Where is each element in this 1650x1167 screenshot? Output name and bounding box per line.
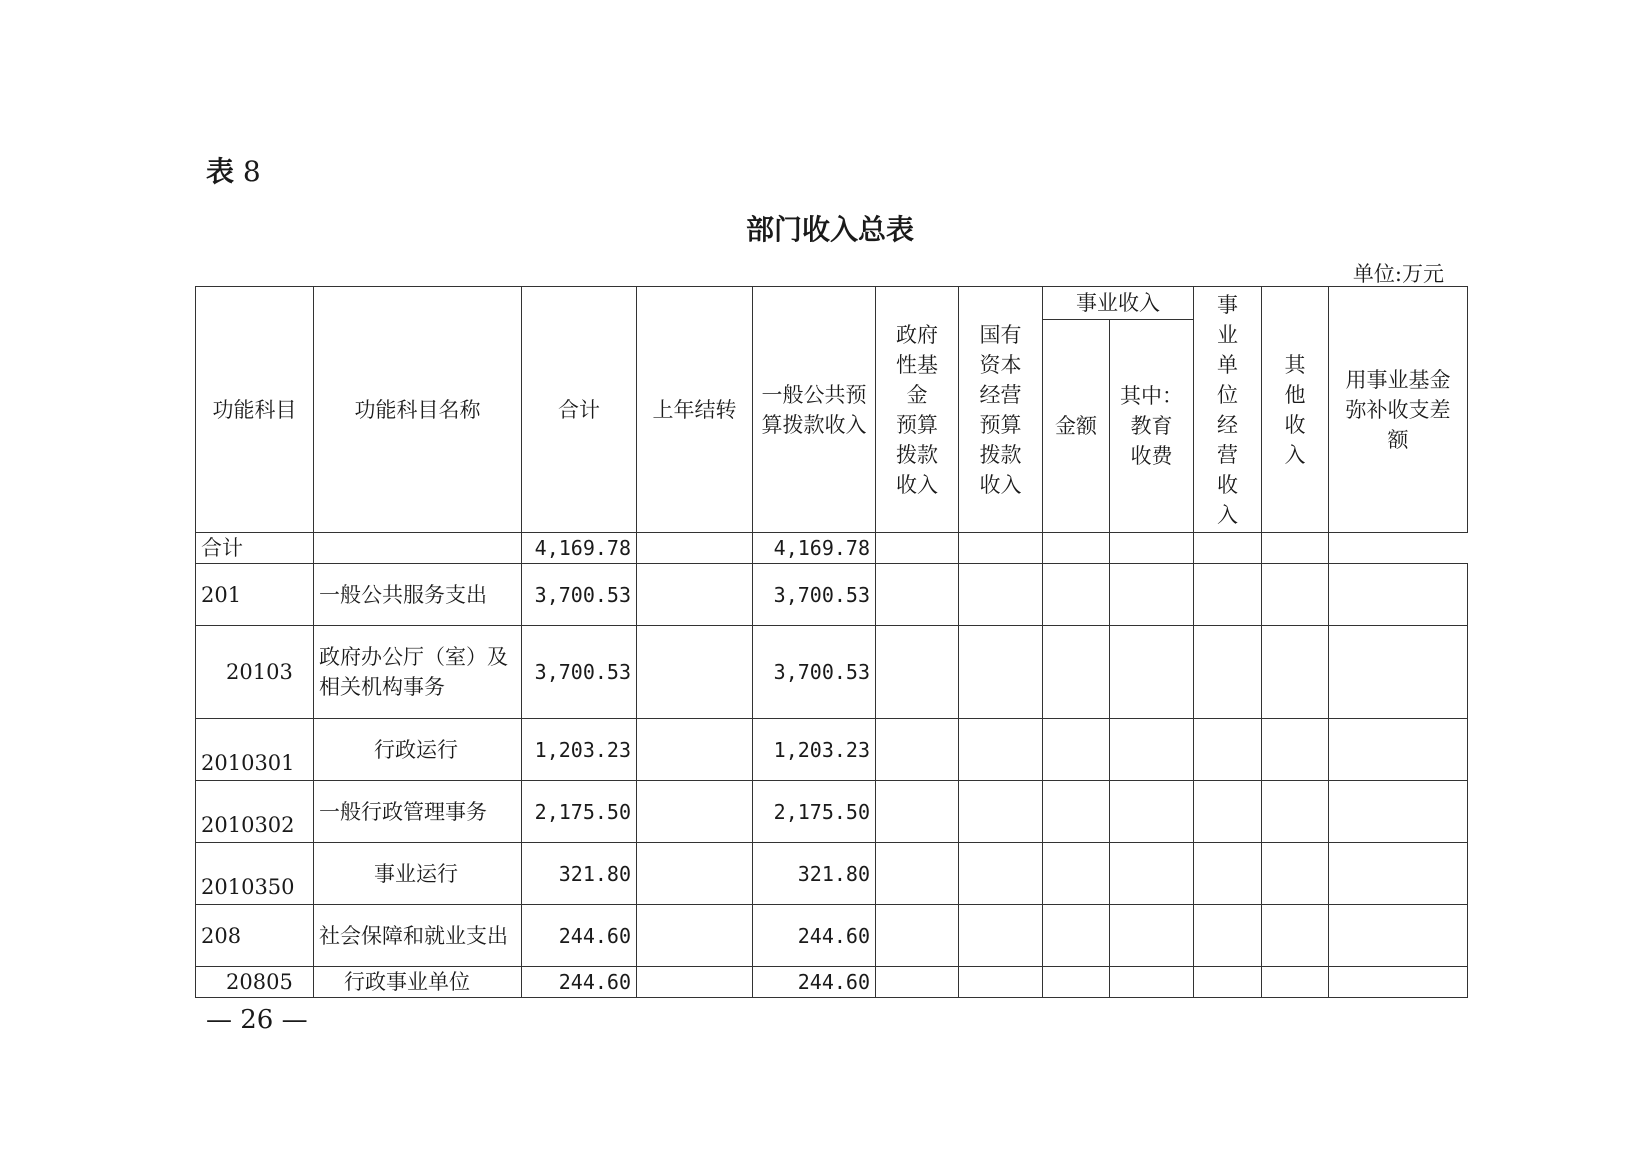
row-general: 244.60 — [753, 905, 876, 967]
income-table — [195, 286, 1468, 998]
empty-cell — [876, 905, 959, 967]
empty-cell — [1329, 843, 1468, 905]
page-number: — 26 — — [206, 1005, 308, 1035]
row-carryover — [637, 905, 753, 967]
empty-cell — [1194, 843, 1262, 905]
empty-cell — [1043, 781, 1110, 843]
header-fund-cover: 用事业基金 弥补收支差 额 — [1329, 287, 1468, 533]
empty-cell — [1262, 905, 1329, 967]
row-name: 一般公共服务支出 — [314, 564, 522, 626]
header-other: 其 他 收 入 — [1262, 287, 1329, 533]
row-code: 20805 — [196, 967, 314, 998]
empty-cell — [1110, 967, 1194, 998]
row-name: 一般行政管理事务 — [314, 781, 522, 843]
empty-cell — [1110, 533, 1194, 564]
row-total: 2,175.50 — [522, 781, 637, 843]
row-name: 行政运行 — [314, 719, 522, 781]
table-label — [206, 150, 261, 190]
row-name: 政府办公厅（室）及相关机构事务 — [314, 626, 522, 719]
empty-cell — [959, 564, 1043, 626]
empty-cell — [1262, 967, 1329, 998]
empty-cell — [1043, 533, 1110, 564]
empty-cell — [1110, 905, 1194, 967]
empty-cell — [1329, 905, 1468, 967]
row-carryover — [637, 843, 753, 905]
empty-cell — [1043, 626, 1110, 719]
empty-cell — [959, 905, 1043, 967]
header-business-income: 事业收入 — [1043, 287, 1194, 320]
empty-cell — [1110, 626, 1194, 719]
row-code: 合计 — [196, 533, 314, 564]
empty-cell — [1194, 905, 1262, 967]
empty-cell — [1329, 626, 1468, 719]
header-business-amount: 金额 — [1043, 320, 1110, 533]
row-name: 行政事业单位 — [314, 967, 522, 998]
empty-cell — [1110, 843, 1194, 905]
row-total: 244.60 — [522, 967, 637, 998]
table-row — [196, 905, 1468, 967]
row-general: 4,169.78 — [753, 533, 876, 564]
row-total: 321.80 — [522, 843, 637, 905]
table-row — [196, 967, 1468, 998]
row-carryover — [637, 781, 753, 843]
table-row — [196, 564, 1468, 626]
empty-cell — [959, 626, 1043, 719]
row-code: 201 — [196, 564, 314, 626]
page-title: 部门收入总表 — [745, 213, 914, 246]
header-carryover: 上年结转 — [637, 287, 753, 533]
header-unit-operating: 事 业 单 位 经 营 收 入 — [1194, 287, 1262, 533]
empty-cell — [1194, 967, 1262, 998]
table-row — [196, 533, 1468, 564]
table-label-prefix: 表 — [206, 155, 235, 188]
empty-cell — [1329, 781, 1468, 843]
row-carryover — [637, 626, 753, 719]
header-general-budget: 一般公共预 算拨款收入 — [753, 287, 876, 533]
row-general: 321.80 — [753, 843, 876, 905]
empty-cell — [959, 967, 1043, 998]
empty-cell — [876, 781, 959, 843]
empty-cell — [876, 564, 959, 626]
table-row — [196, 719, 1468, 781]
row-code: 20103 — [196, 626, 314, 719]
empty-cell — [959, 533, 1043, 564]
header-total: 合计 — [522, 287, 637, 533]
row-general: 1,203.23 — [753, 719, 876, 781]
row-general: 3,700.53 — [753, 564, 876, 626]
header-gov-fund: 政府 性基 金 预算 拨款 收入 — [876, 287, 959, 533]
header-name: 功能科目名称 — [314, 287, 522, 533]
row-carryover — [637, 564, 753, 626]
empty-cell — [1110, 719, 1194, 781]
empty-cell — [876, 843, 959, 905]
row-carryover — [637, 719, 753, 781]
row-code: 2010301 — [196, 719, 314, 781]
empty-cell — [1110, 781, 1194, 843]
row-carryover — [637, 533, 753, 564]
empty-cell — [1194, 533, 1262, 564]
header-code: 功能科目 — [196, 287, 314, 533]
empty-cell — [876, 967, 959, 998]
row-general: 3,700.53 — [753, 626, 876, 719]
row-name — [314, 533, 522, 564]
empty-cell — [1262, 843, 1329, 905]
empty-cell — [1262, 626, 1329, 719]
header-state-capital: 国有 资本 经营 预算 拨款 收入 — [959, 287, 1043, 533]
empty-cell — [1194, 626, 1262, 719]
row-total: 244.60 — [522, 905, 637, 967]
row-name: 事业运行 — [314, 843, 522, 905]
empty-cell — [1329, 719, 1468, 781]
empty-cell — [1043, 719, 1110, 781]
row-code: 2010350 — [196, 843, 314, 905]
table-row — [196, 626, 1468, 719]
empty-cell — [959, 781, 1043, 843]
table-row — [196, 781, 1468, 843]
empty-cell — [1262, 564, 1329, 626]
empty-cell — [1043, 564, 1110, 626]
table-row — [196, 843, 1468, 905]
row-name: 社会保障和就业支出 — [314, 905, 522, 967]
row-code: 2010302 — [196, 781, 314, 843]
empty-cell — [1043, 905, 1110, 967]
empty-cell — [1043, 843, 1110, 905]
row-total: 1,203.23 — [522, 719, 637, 781]
empty-cell — [876, 719, 959, 781]
empty-cell — [1329, 564, 1468, 626]
row-total: 4,169.78 — [522, 533, 637, 564]
empty-cell — [1329, 967, 1468, 998]
header-business-edu-fee: 其中： 教育 收费 — [1110, 320, 1194, 533]
empty-cell — [959, 843, 1043, 905]
empty-cell — [1262, 719, 1329, 781]
row-total: 3,700.53 — [522, 564, 637, 626]
empty-cell — [1110, 564, 1194, 626]
row-general: 244.60 — [753, 967, 876, 998]
empty-cell — [1262, 533, 1329, 564]
empty-cell — [876, 533, 959, 564]
table-label-number: 8 — [242, 155, 261, 188]
row-carryover — [637, 967, 753, 998]
unit-label: 单位:万元 — [1352, 262, 1444, 286]
empty-cell — [1194, 564, 1262, 626]
empty-cell — [1194, 781, 1262, 843]
empty-cell — [959, 719, 1043, 781]
row-general: 2,175.50 — [753, 781, 876, 843]
empty-cell — [1262, 781, 1329, 843]
row-code: 208 — [196, 905, 314, 967]
empty-cell — [1194, 719, 1262, 781]
empty-cell — [876, 626, 959, 719]
empty-cell — [1043, 967, 1110, 998]
row-total: 3,700.53 — [522, 626, 637, 719]
